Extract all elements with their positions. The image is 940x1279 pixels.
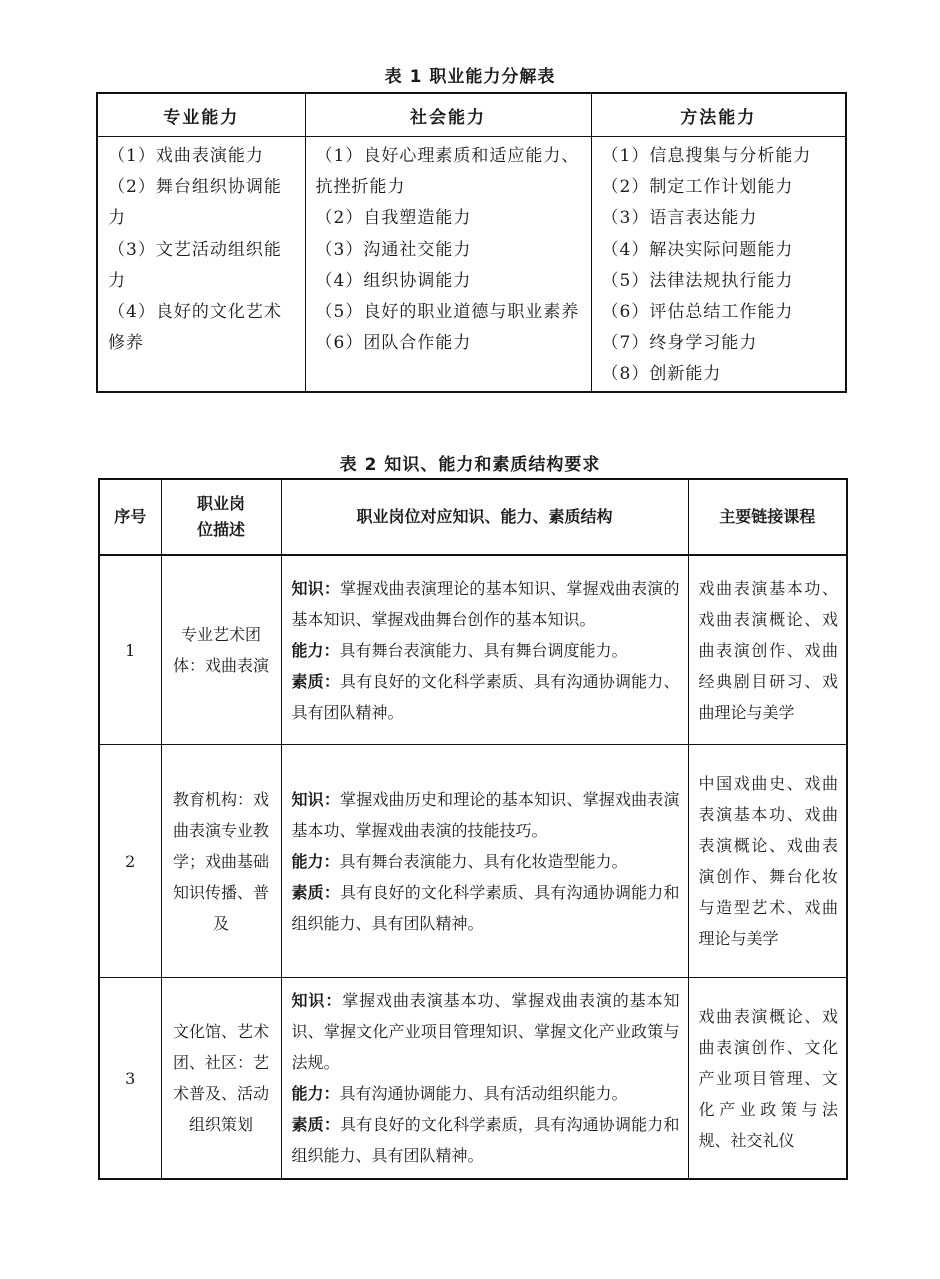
structure-cell — [281, 555, 688, 745]
list-item: （6）团队合作能力 — [315, 333, 472, 354]
quality-label: 素质： — [291, 882, 341, 902]
ability-text: 具有沟通协调能力、具有活动组织能力。 — [339, 1084, 628, 1103]
linked-courses: 戏曲表演基本功、戏曲表演概论、戏曲表演创作、戏曲经典剧目研习、戏曲理论与美学 — [688, 555, 847, 745]
job-description: 文化馆、艺术团、社区：艺术普及、活动组织策划 — [161, 978, 281, 1180]
quality-line — [292, 666, 680, 728]
method-ability-cell — [591, 137, 846, 393]
quality-line — [292, 877, 680, 939]
header-professional-ability: 专业能力 — [97, 93, 305, 137]
knowledge-text: 掌握戏曲历史和理论的基本知识、掌握戏曲表演基本功、掌握戏曲表演的技能技巧。 — [291, 789, 680, 840]
job-description: 专业艺术团体：戏曲表演 — [161, 555, 281, 745]
ability-line — [292, 1078, 680, 1109]
row-number: 2 — [99, 745, 161, 978]
header-number: 序号 — [99, 479, 161, 555]
knowledge-line — [292, 573, 680, 635]
knowledge-ability-quality-table — [98, 478, 848, 1180]
header-structure: 职业岗位对应知识、能力、素质结构 — [281, 479, 688, 555]
list-item: （8）创新能力 — [601, 364, 722, 385]
quality-line — [292, 1109, 680, 1171]
ability-label: 能力： — [291, 640, 340, 660]
header-job-description: 职业岗位描述 — [161, 479, 281, 555]
list-item: （5）良好的职业道德与职业素养 — [315, 302, 580, 323]
table1-caption: 表 1 职业能力分解表 — [384, 67, 556, 87]
ability-text: 具有舞台表演能力、具有化妆造型能力。 — [339, 851, 628, 871]
header-courses: 主要链接课程 — [688, 479, 847, 555]
table2-header-row — [99, 479, 847, 555]
row-number: 1 — [99, 555, 161, 745]
quality-text: 具有良好的文化科学素质、具有沟通协调能力和组织能力、具有团队精神。 — [291, 882, 680, 933]
linked-courses: 中国戏曲史、戏曲表演基本功、戏曲表演概论、戏曲表演创作、舞台化妆与造型艺术、戏曲理论与美学 — [688, 745, 847, 978]
ability-line — [292, 635, 680, 666]
ability-label: 能力： — [291, 1084, 340, 1103]
list-item: （2）自我塑造能力 — [315, 208, 472, 229]
list-item: （5）法律法规执行能力 — [601, 270, 794, 291]
row-number: 3 — [99, 978, 161, 1180]
structure-cell — [281, 978, 688, 1180]
structure-cell — [281, 745, 688, 978]
knowledge-line — [292, 985, 680, 1078]
list-item: （1）戏曲表演能力 — [108, 146, 264, 166]
list-item: （4）解决实际问题能力 — [601, 239, 794, 260]
competency-breakdown-table — [96, 92, 847, 393]
job-description: 教育机构：戏曲表演专业教学；戏曲基础知识传播、普及 — [161, 745, 281, 978]
list-item: （7）终身学习能力 — [601, 333, 758, 354]
table-row — [99, 978, 847, 1180]
list-item: （6）评估总结工作能力 — [601, 302, 794, 323]
table1-body-row — [97, 137, 846, 393]
quality-label: 素质： — [291, 671, 341, 691]
table-row — [99, 745, 847, 978]
knowledge-label: 知识： — [291, 578, 341, 598]
list-item: （2）舞台组织协调能力 — [108, 177, 282, 229]
ability-line — [292, 846, 680, 877]
header-social-ability: 社会能力 — [305, 93, 591, 137]
list-item: （1）信息搜集与分析能力 — [601, 146, 812, 166]
list-item: （4）组织协调能力 — [315, 270, 472, 291]
knowledge-line — [292, 784, 680, 846]
quality-label: 素质： — [291, 1115, 341, 1134]
table-row — [99, 555, 847, 745]
knowledge-text: 掌握戏曲表演基本功、掌握戏曲表演的基本知识、掌握文化产业项目管理知识、掌握文化产业政策与法规。 — [291, 991, 680, 1072]
knowledge-label: 知识： — [291, 789, 341, 809]
list-item: （3）文艺活动组织能力 — [108, 239, 282, 291]
ability-text: 具有舞台表演能力、具有舞台调度能力。 — [339, 640, 628, 660]
header-method-ability: 方法能力 — [591, 93, 846, 137]
table1-header-row — [97, 93, 846, 137]
list-item: （3）沟通社交能力 — [315, 239, 472, 260]
list-item: （2）制定工作计划能力 — [601, 177, 794, 198]
list-item: （4）良好的文化艺术修养 — [108, 302, 282, 354]
quality-text: 具有良好的文化科学素质，具有沟通协调能力和组织能力、具有团队精神。 — [291, 1115, 680, 1165]
social-ability-cell — [305, 137, 591, 393]
quality-text: 具有良好的文化科学素质、具有沟通协调能力、具有团队精神。 — [291, 671, 680, 722]
ability-label: 能力： — [291, 851, 340, 871]
table2-caption: 表 2 知识、能力和素质结构要求 — [339, 455, 601, 475]
list-item: （3）语言表达能力 — [601, 208, 758, 229]
knowledge-label: 知识： — [291, 991, 343, 1010]
linked-courses: 戏曲表演概论、戏曲表演创作、文化产业项目管理、文化产业政策与法规、社交礼仪 — [688, 978, 847, 1180]
list-item: （1）良好心理素质和适应能力、抗挫折能力 — [315, 146, 580, 198]
professional-ability-cell — [97, 137, 305, 393]
knowledge-text: 掌握戏曲表演理论的基本知识、掌握戏曲表演的基本知识、掌握戏曲舞台创作的基本知识。 — [291, 578, 680, 629]
